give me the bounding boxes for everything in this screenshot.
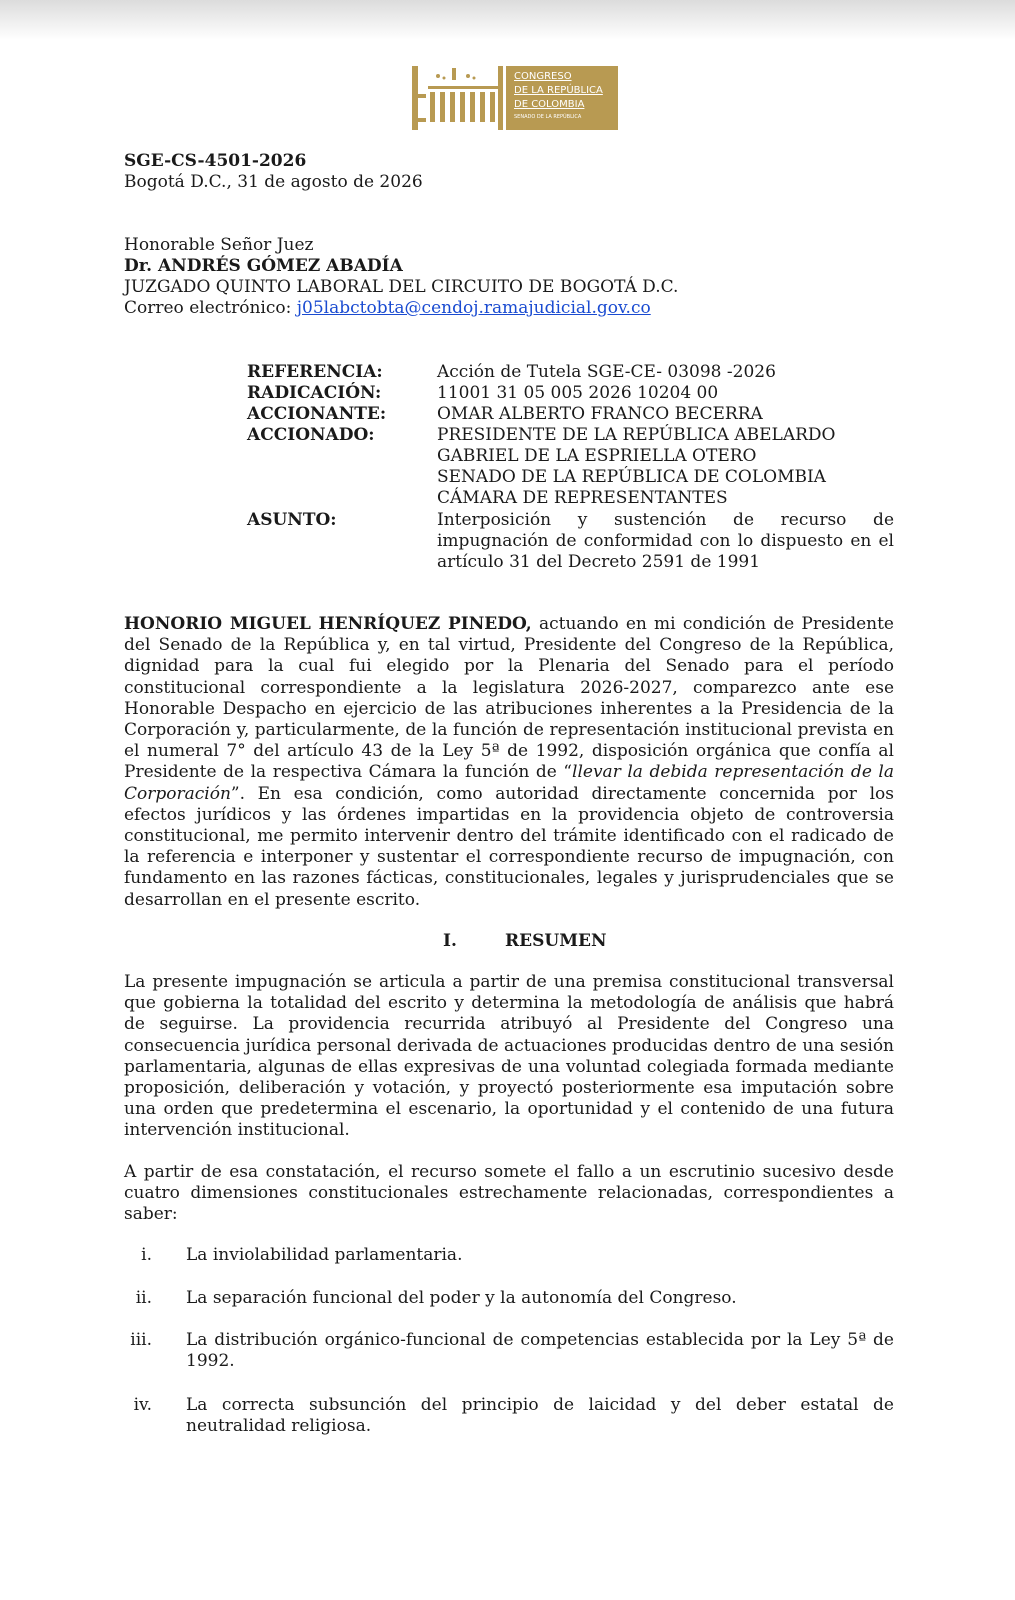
congreso-logo-text: CONGRESO DE LA REPÚBLICA DE COLOMBIA SENADO DE LA REPÚBLICA	[506, 66, 618, 130]
page-top-shadow	[0, 0, 1015, 40]
accionado-line: SENADO DE LA REPÚBLICA DE COLOMBIA	[437, 467, 826, 487]
intro-paragraph	[124, 614, 894, 911]
congreso-logo	[410, 66, 618, 130]
accionante-label: ACCIONANTE:	[247, 404, 387, 424]
radicacion-label: RADICACIÓN:	[247, 383, 382, 403]
list-item-number: iii.	[130, 1330, 152, 1350]
accionante-value: OMAR ALBERTO FRANCO BECERRA	[437, 404, 763, 424]
email-link[interactable]: j05labctobta@cendoj.ramajudicial.gov.co	[296, 298, 651, 318]
document-code: SGE-CS-4501-2026	[124, 151, 307, 171]
court-name: JUZGADO QUINTO LABORAL DEL CIRCUITO DE BOGOTÁ D.C.	[124, 277, 679, 297]
list-item: La correcta subsunción del principio de laicidad y del deber estatal de neutralidad religiosa.	[186, 1395, 894, 1436]
list-item: La inviolabilidad parlamentaria.	[186, 1245, 463, 1265]
asunto-value: Interposición y sustención de recurso de impugnación de conformidad con lo dispuesto en el artículo 31 del Decreto 2591 de 1991	[437, 510, 894, 572]
list-item: La distribución orgánico-funcional de competencias establecida por la Ley 5ª de 1992.	[186, 1330, 894, 1371]
summary-paragraph-2: A partir de esa constatación, el recurso somete el fallo a un escrutinio sucesivo desde cuatro dimensiones constitucionales estrechamente relacionadas, correspondientes a saber:	[124, 1162, 894, 1225]
email-label: Correo electrónico:	[124, 298, 297, 318]
accionado-line: CÁMARA DE REPRESENTANTES	[437, 488, 728, 508]
asunto-label: ASUNTO:	[247, 510, 337, 530]
email-line	[124, 298, 651, 318]
summary-paragraph-1: La presente impugnación se articula a partir de una premisa constitucional transversal que gobierna la totalidad del escrito y determina la metodología de análisis que habrá de seguirse. La providencia recurrida atribuyó al Presidente del Congreso una consecuencia jurídica personal derivada de actuaciones producidas dentro de una sesión parlamentaria, algunas de ellas expresivas de una voluntad colegiada formada mediante proposición, deliberación y votación, y proyectó posteriormente esa imputación sobre una orden que predetermina el escenario, la oportunidad y el contenido de una futura intervención institucional.	[124, 972, 894, 1141]
list-item-number: i.	[141, 1245, 152, 1265]
section-title: RESUMEN	[505, 931, 607, 951]
accionado-line: GABRIEL DE LA ESPRIELLA OTERO	[437, 446, 757, 466]
radicacion-value: 11001 31 05 005 2026 10204 00	[437, 383, 719, 403]
list-item: La separación funcional del poder y la autonomía del Congreso.	[186, 1288, 737, 1308]
capitol-building-icon	[410, 66, 504, 130]
place-date: Bogotá D.C., 31 de agosto de 2026	[124, 172, 423, 192]
list-item-number: ii.	[135, 1288, 152, 1308]
addressee-name: Dr. ANDRÉS GÓMEZ ABADÍA	[124, 256, 403, 276]
salutation: Honorable Señor Juez	[124, 235, 314, 255]
accionado-label: ACCIONADO:	[247, 425, 375, 445]
intro-text: ”. En esa condición, como autoridad directamente concernida por los efectos jurídicos y las órdenes impartidas en la providencia objeto de controversia constitucional, me permito intervenir dentro del trámite identificado con el radicado de la referencia e interponer y sustentar el correspondiente recurso de impugnación, con fundamento en las razones fácticas, constitucionales, legales y jurisprudenciales que se desarrollan en el presente escrito.	[124, 783, 894, 910]
referencia-value: Acción de Tutela SGE-CE- 03098 -2026	[437, 362, 776, 382]
accionado-line: PRESIDENTE DE LA REPÚBLICA ABELARDO	[437, 425, 836, 445]
section-number: I.	[443, 931, 457, 951]
referencia-label: REFERENCIA:	[247, 362, 383, 382]
accionado-value	[437, 425, 894, 509]
intro-quote: llevar la debida representación de la Corporación	[124, 762, 894, 804]
list-item-number: iv.	[133, 1395, 152, 1415]
intro-text: actuando en mi condición de Presidente del Senado de la República y, en tal virtud, Presidente del Congreso de la República, dignidad para la cual fui elegido por la Plenaria del Senado para el período constitucional correspondiente a la legislatura 2026-2027, comparezco ante ese Honorable Despacho en ejercicio de las atribuciones inherentes a la Presidencia de la Corporación y, particularmente, de la función de representación institucional prevista en el numeral 7° del artículo 43 de la Ley 5ª de 1992, disposición orgánica que confía al Presidente de la respectiva Cámara la función de “	[124, 614, 894, 783]
signer-name: HONORIO MIGUEL HENRÍQUEZ PINEDO,	[124, 614, 532, 634]
